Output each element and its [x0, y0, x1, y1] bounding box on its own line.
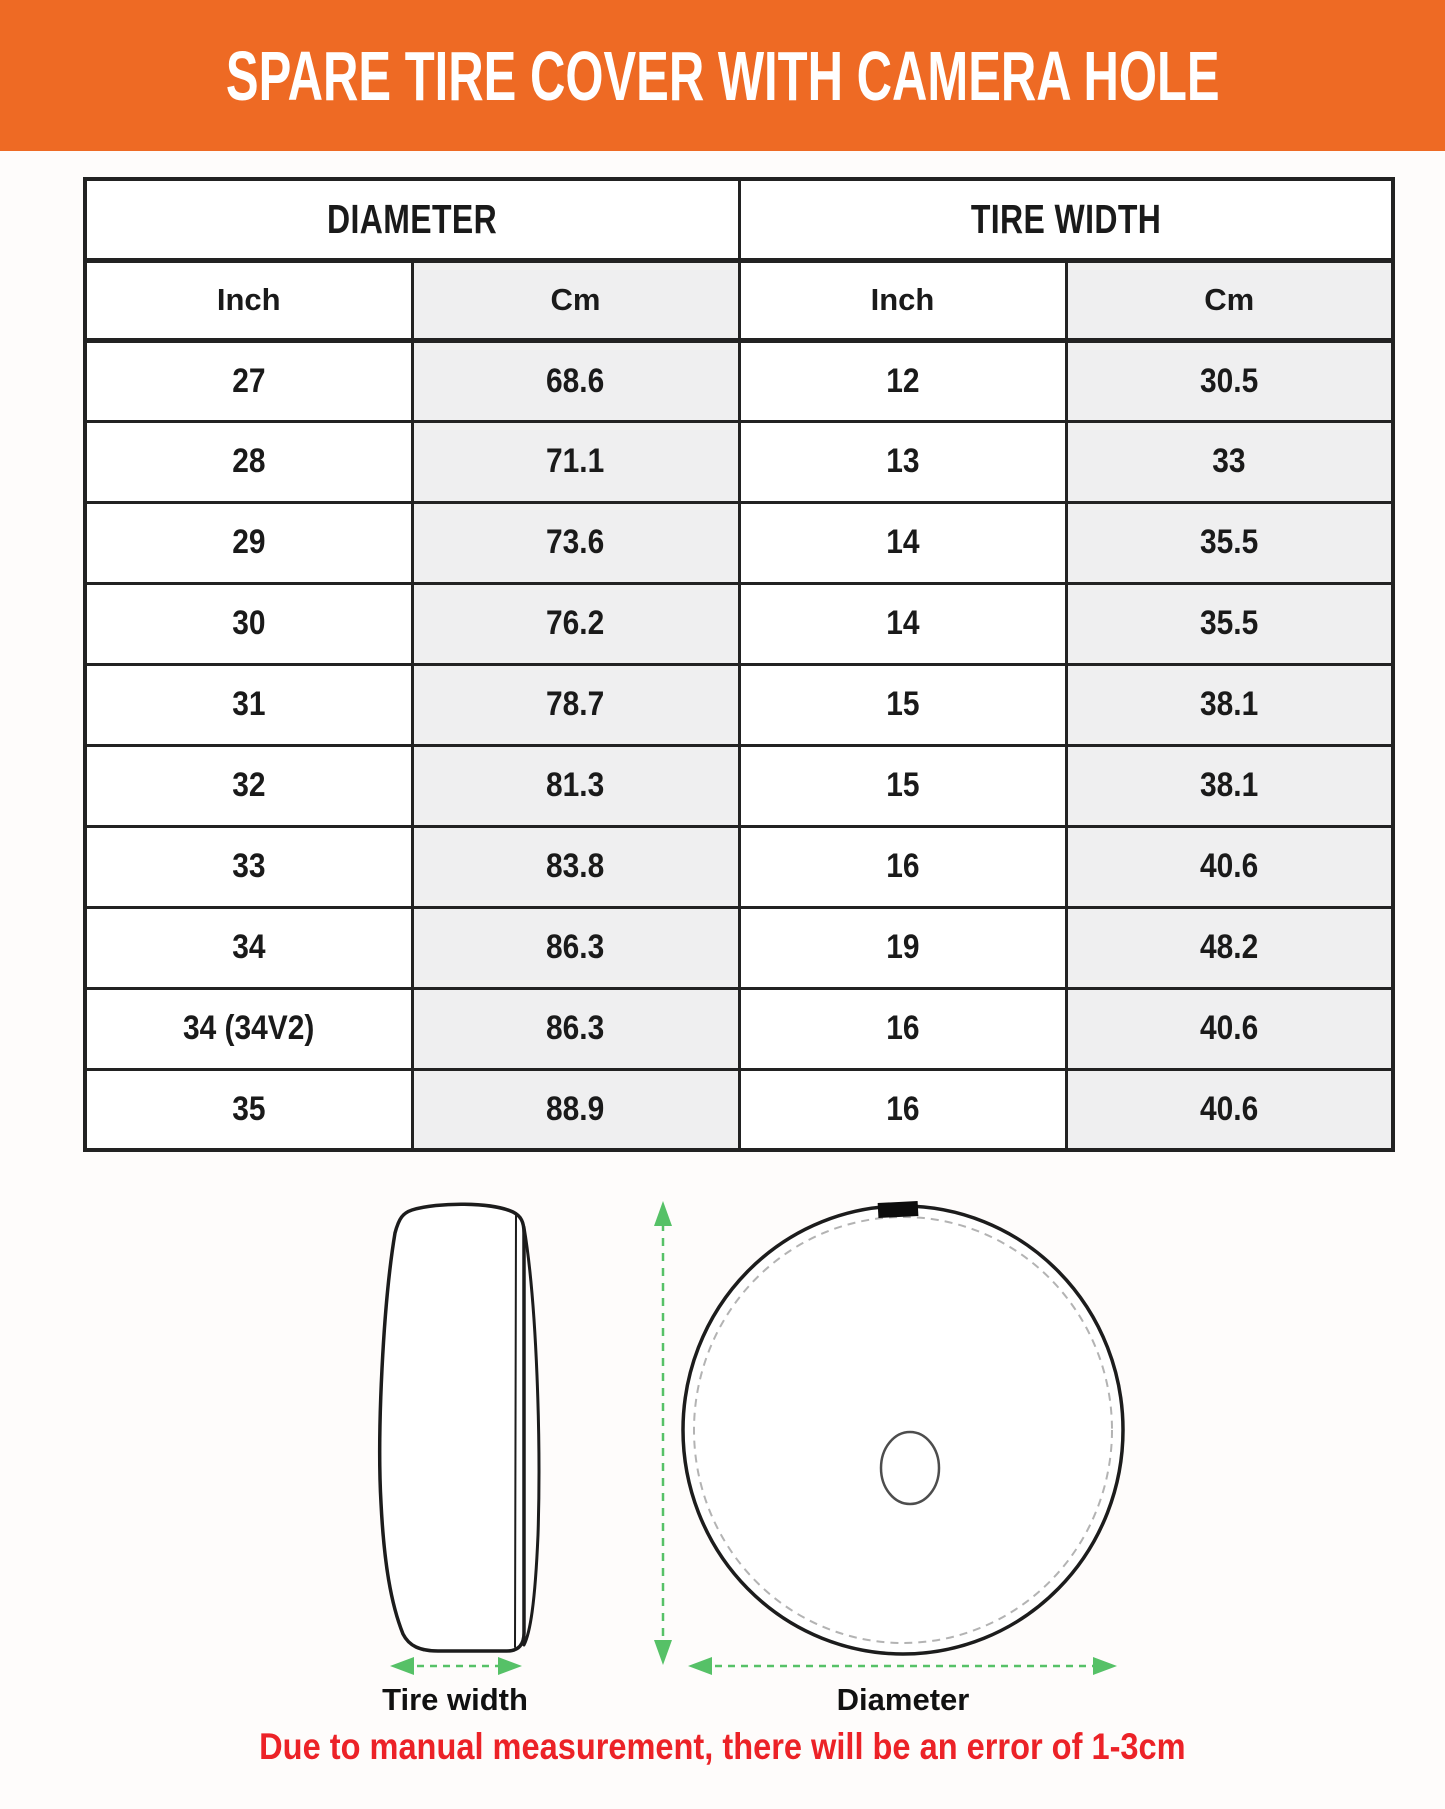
- table-row: [85, 502, 1393, 583]
- table-row: [85, 745, 1393, 826]
- width-inch-value: 16: [885, 1089, 920, 1128]
- width-cm-value: 48.2: [1200, 928, 1259, 966]
- diameter-cm-value: 68.6: [546, 361, 605, 400]
- width-inch-value: 19: [885, 928, 920, 966]
- tire-front-view: [683, 1201, 1123, 1654]
- diameter-inch-value: 30: [232, 604, 266, 642]
- column-group-row: [85, 179, 1393, 260]
- diameter-cm-value: 81.3: [546, 766, 605, 804]
- width-cm-value: 35.5: [1200, 523, 1259, 561]
- width-cm-value: 40.6: [1200, 847, 1259, 885]
- column-group-diameter-label: DIAMETER: [327, 195, 498, 242]
- diameter-cm-value: 86.3: [546, 1009, 605, 1047]
- width-cm-value: 38.1: [1200, 685, 1259, 723]
- table-row: [85, 826, 1393, 907]
- diameter-cm-value: 78.7: [546, 685, 605, 723]
- width-inch-value: 13: [885, 442, 920, 480]
- unit-header-width-cm: Cm: [1066, 260, 1393, 340]
- column-group-diameter: [85, 179, 739, 260]
- width-cm-value: 40.6: [1200, 1089, 1259, 1128]
- width-cm-value: 38.1: [1200, 766, 1259, 804]
- width-inch-value: 14: [885, 523, 920, 561]
- tire-side-view: [380, 1204, 539, 1651]
- diameter-cm-value: 71.1: [546, 442, 605, 480]
- measurement-disclaimer-text: Due to manual measurement, there will be an error of 1-3cm: [259, 1726, 1186, 1767]
- page-title: SPARE TIRE COVER WITH CAMERA HOLE: [225, 36, 1220, 115]
- width-inch-value: 15: [885, 766, 920, 804]
- diameter-inch-value: 31: [232, 685, 266, 723]
- diameter-label: Diameter: [836, 1682, 970, 1717]
- width-inch-value: 15: [885, 685, 920, 723]
- width-inch-value: 16: [885, 1009, 920, 1047]
- tire-side-seam: [515, 1215, 516, 1647]
- tire-width-arrow-icon: [390, 1657, 522, 1675]
- tire-side-rim-edge: [524, 1227, 539, 1645]
- width-inch-value: 12: [885, 361, 920, 400]
- width-cm-value: 40.6: [1200, 1009, 1259, 1047]
- width-cm-value: 33: [1212, 442, 1246, 480]
- size-table-grid: [83, 177, 1395, 1152]
- diameter-inch-value: 34 (34V2): [183, 1009, 315, 1047]
- tire-measurement-diagram: [0, 1185, 1445, 1809]
- table-row: [85, 340, 1393, 421]
- diameter-cm-value: 83.8: [546, 847, 605, 885]
- diameter-width-arrow-icon: [688, 1657, 1117, 1675]
- table-row: [85, 421, 1393, 502]
- diameter-cm-value: 86.3: [546, 928, 605, 966]
- diameter-inch-value: 32: [232, 766, 266, 804]
- banner: [0, 0, 1445, 151]
- diameter-cm-value: 88.9: [546, 1089, 605, 1128]
- table-row: [85, 1069, 1393, 1150]
- unit-header-diameter-inch: Inch: [85, 260, 412, 340]
- diameter-inch-value: 29: [232, 523, 266, 561]
- width-inch-value: 14: [885, 604, 920, 642]
- table-row: [85, 907, 1393, 988]
- tire-front-outline: [683, 1206, 1123, 1654]
- table-row: [85, 664, 1393, 745]
- width-cm-value: 30.5: [1200, 361, 1259, 400]
- width-cm-value: 35.5: [1200, 604, 1259, 642]
- tire-side-outline: [380, 1204, 524, 1651]
- unit-header-diameter-cm: Cm: [412, 260, 739, 340]
- diameter-inch-value: 33: [232, 847, 266, 885]
- size-table: [83, 177, 1395, 1152]
- unit-header-width-inch: Inch: [739, 260, 1066, 340]
- valve-marker: [878, 1201, 919, 1218]
- diameter-cm-value: 73.6: [546, 523, 605, 561]
- camera-hole: [881, 1432, 939, 1504]
- unit-header-row: [85, 260, 1393, 340]
- width-inch-value: 16: [885, 847, 920, 885]
- diameter-height-arrow-icon: [654, 1201, 672, 1665]
- diameter-inch-value: 27: [232, 361, 266, 400]
- table-row: [85, 583, 1393, 664]
- diameter-inch-value: 35: [232, 1089, 266, 1128]
- diameter-inch-value: 34: [232, 928, 266, 966]
- diameter-inch-value: 28: [232, 442, 266, 480]
- column-group-tire-width-label: TIRE WIDTH: [970, 195, 1161, 242]
- tire-width-label: Tire width: [382, 1682, 528, 1717]
- diameter-cm-value: 76.2: [546, 604, 605, 642]
- measurement-disclaimer: [0, 1726, 1445, 1768]
- table-row: [85, 988, 1393, 1069]
- column-group-tire-width: [739, 179, 1393, 260]
